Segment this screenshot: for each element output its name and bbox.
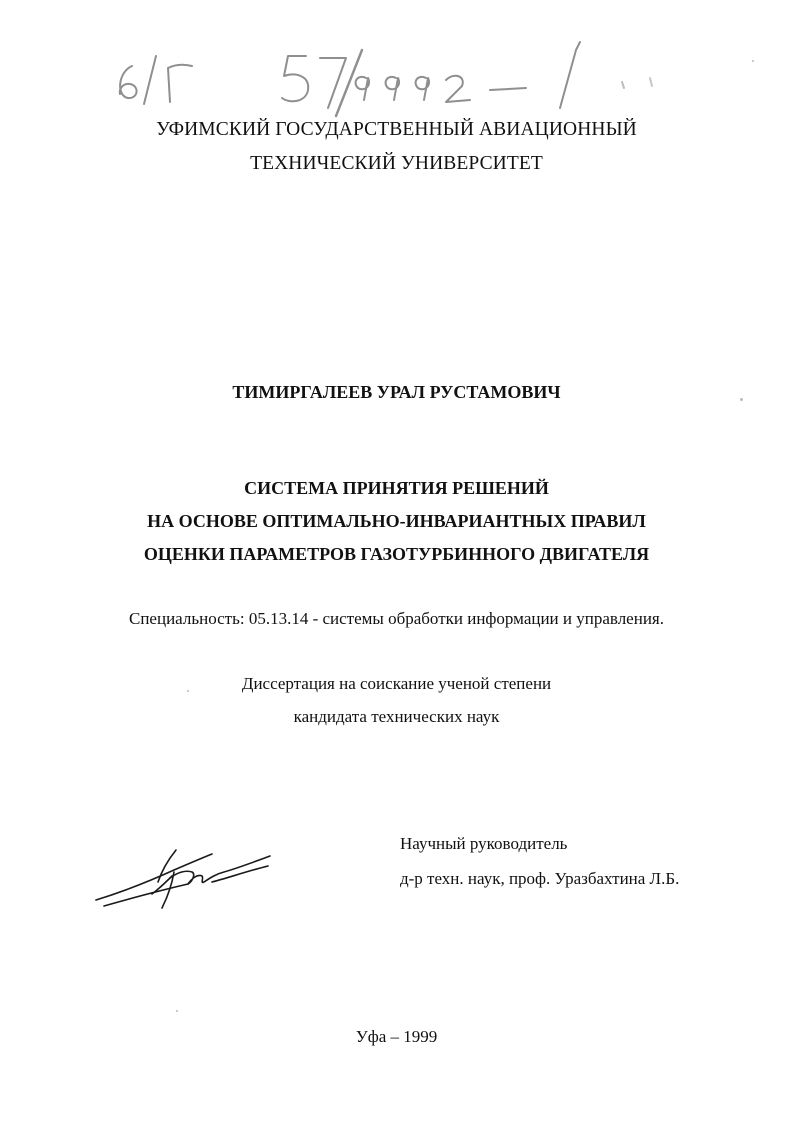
degree-line-2: кандидата технических наук xyxy=(293,707,500,726)
thesis-title-line-2: НА ОСНОВЕ ОПТИМАЛЬНО-ИНВАРИАНТНЫХ ПРАВИЛ xyxy=(147,511,646,531)
university-name-line-2: ТЕХНИЧЕСКИЙ УНИВЕРСИТЕТ xyxy=(250,153,543,174)
specialty-line: Специальность: 05.13.14 - системы обработки информации и управления. xyxy=(128,609,664,628)
scan-speck xyxy=(740,398,743,401)
scan-speck xyxy=(176,1010,178,1012)
handwritten-catalog-code xyxy=(110,38,670,118)
thesis-title-line-1: СИСТЕМА ПРИНЯТИЯ РЕШЕНИЙ xyxy=(244,478,549,498)
supervisor-name: д-р техн. наук, проф. Уразбахтина Л.Б. xyxy=(400,869,680,888)
supervisor-label: Научный руководитель xyxy=(400,834,568,853)
supervisor-signature xyxy=(92,842,277,912)
city-year: Уфа – 1999 xyxy=(355,1027,438,1046)
university-name-line-1: УФИМСКИЙ ГОСУДАРСТВЕННЫЙ АВИАЦИОННЫЙ xyxy=(156,119,637,140)
scan-speck xyxy=(752,60,754,62)
scan-speck xyxy=(187,690,189,692)
thesis-title-line-3: ОЦЕНКИ ПАРАМЕТРОВ ГАЗОТУРБИННОГО ДВИГАТЕЛЯ xyxy=(143,544,650,564)
author-name: ТИМИРГАЛЕЕВ УРАЛ РУСТАМОВИЧ xyxy=(232,382,561,402)
degree-line-1: Диссертация на соискание ученой степени xyxy=(241,674,552,693)
